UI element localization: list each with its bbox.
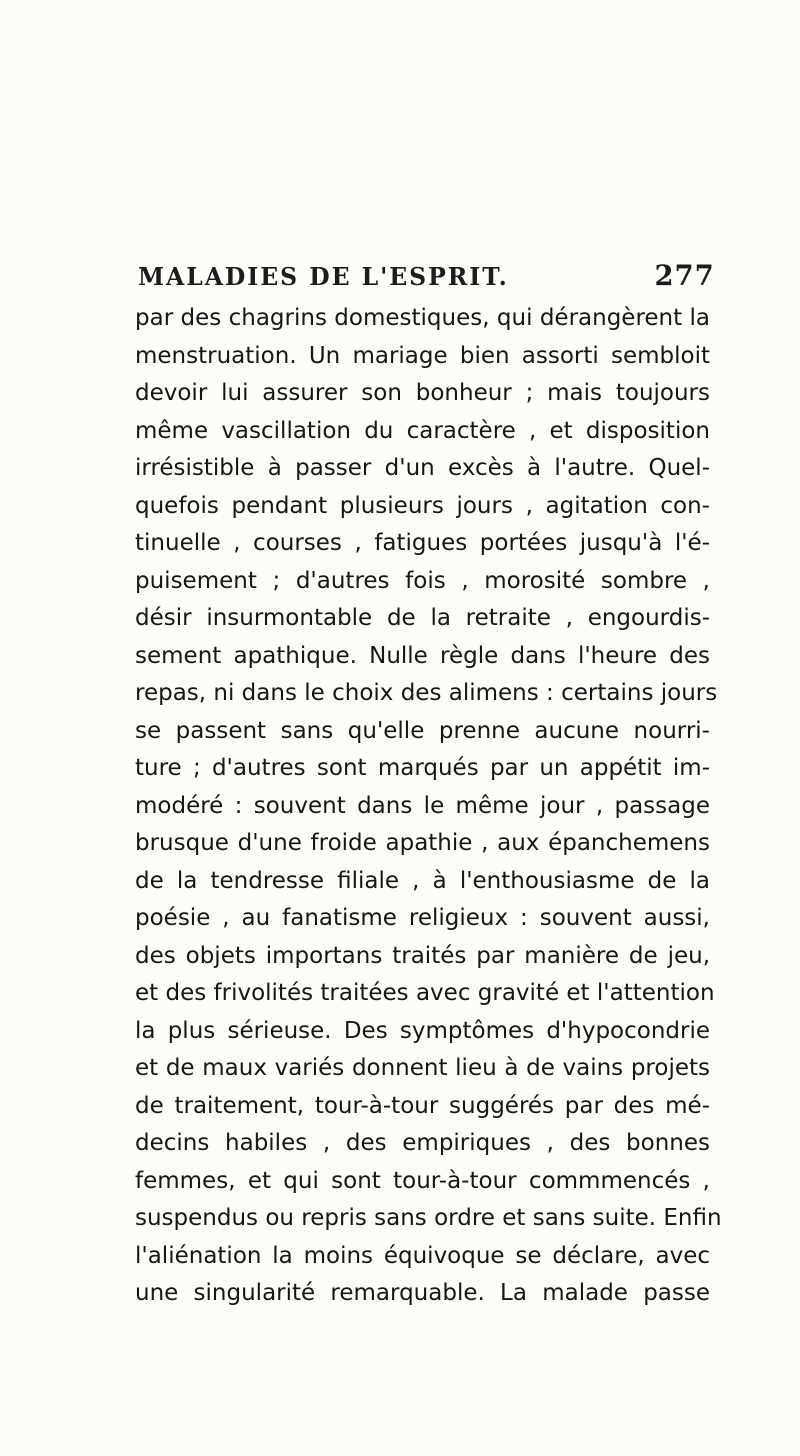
text-line: menstruation. Un mariage bien assorti sembloit	[135, 342, 710, 369]
text-line: désir insurmontable de la retraite , engourdis-	[135, 605, 710, 631]
body-text	[135, 300, 722, 1313]
text-line: des objets importans traités par manière de jeu,	[135, 942, 710, 969]
running-head-title: MALADIES DE L'ESPRIT.	[138, 262, 509, 291]
text-line: la plus sérieuse. Des symptômes d'hypocondrie	[135, 1017, 710, 1044]
page-number: 277	[654, 259, 715, 292]
text-line: irrésistible à passer d'un excès à l'autre. Quel-	[135, 455, 710, 481]
text-line: par des chagrins domestiques, qui dérangèrent la	[135, 305, 710, 331]
text-line: tinuelle , courses , fatigues portées jusqu'à l'é-	[135, 530, 710, 556]
text-line: poésie , au fanatisme religieux : souvent aussi,	[135, 905, 710, 931]
text-line: et des frivolités traitées avec gravité et l'attention	[135, 980, 715, 1006]
text-line: l'aliénation la moins équivoque se déclare, avec	[135, 1242, 710, 1269]
text-line: de traitement, tour-à-tour suggérés par des mé-	[135, 1092, 710, 1119]
text-line: quefois pendant plusieurs jours , agitation con-	[135, 492, 710, 519]
text-line: decins habiles , des empiriques , des bonnes	[135, 1130, 710, 1156]
text-line: se passent sans qu'elle prenne aucune nourri-	[135, 717, 710, 744]
text-line: suspendus ou repris sans ordre et sans suite. Enfin	[135, 1205, 722, 1231]
text-line: femmes, et qui sont tour-à-tour commmencés ,	[135, 1167, 710, 1194]
text-line: modéré : souvent dans le même jour , passage	[135, 792, 710, 819]
text-line: sement apathique. Nulle règle dans l'heure des	[135, 642, 710, 669]
text-line: une singularité remarquable. La malade passe	[135, 1280, 710, 1306]
text-line: repas, ni dans le choix des alimens : certains jours	[135, 680, 718, 706]
text-line: même vascillation du caractère , et disposition	[135, 417, 710, 444]
text-line: et de maux variés donnent lieu à de vains projets	[135, 1055, 710, 1081]
text-line: ture ; d'autres sont marqués par un appétit im-	[135, 755, 710, 781]
text-line: puisement ; d'autres fois , morosité sombre ,	[135, 567, 710, 594]
text-line: de la tendresse filiale , à l'enthousiasme de la	[135, 867, 710, 894]
text-line: brusque d'une froide apathie , aux épanchemens	[135, 830, 710, 856]
text-line: devoir lui assurer son bonheur ; mais toujours	[135, 380, 710, 406]
